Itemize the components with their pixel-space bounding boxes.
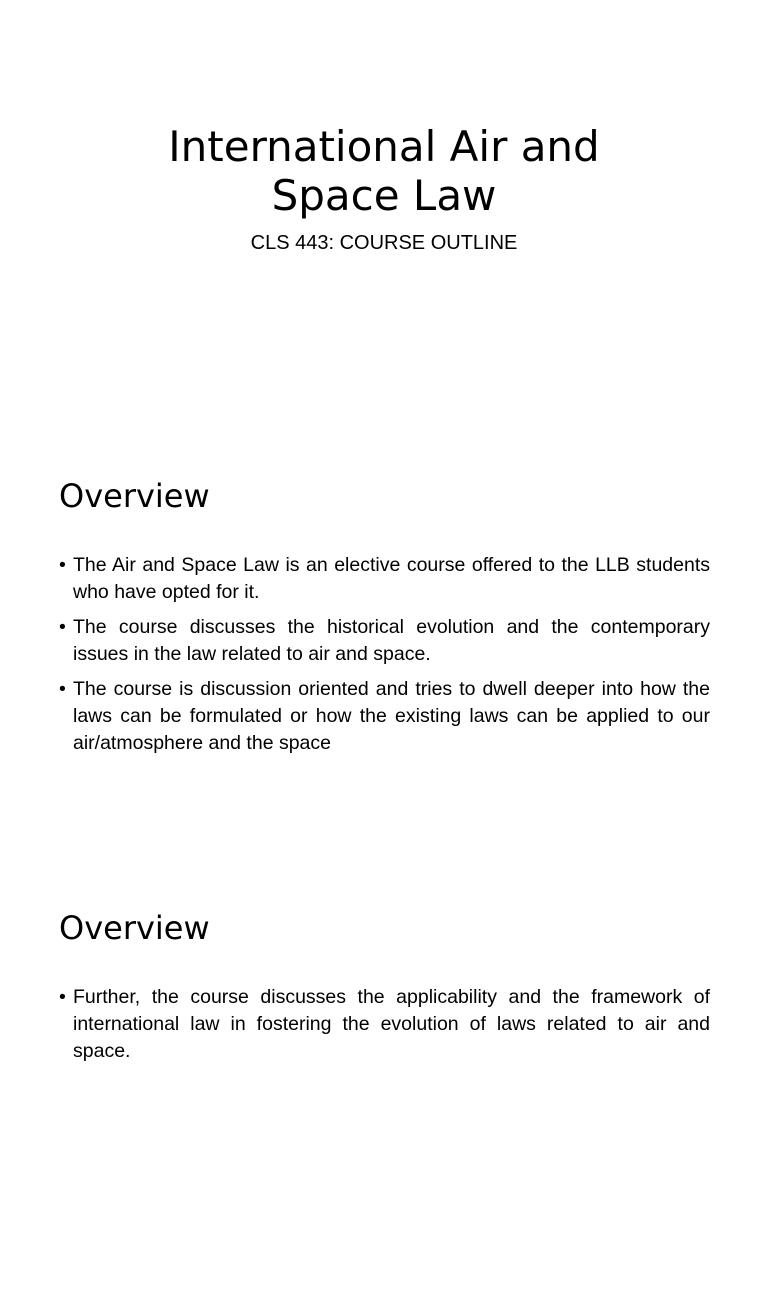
- bullet-item: [59, 552, 710, 606]
- bullet-text: The course is discussion oriented and tries to dwell deeper into how the laws can be formulated or how the existing laws can be applied to our air/atmosphere and the space: [73, 678, 710, 754]
- page-title: [0, 122, 768, 220]
- bullet-list: [59, 984, 710, 1073]
- bullet-item: [59, 614, 710, 668]
- bullet-text: The Air and Space Law is an elective course offered to the LLB students who have opted for it.: [73, 554, 710, 603]
- bullet-text: The course discusses the historical evolution and the contemporary issues in the law related to air and space.: [73, 616, 710, 665]
- title-line-1: International Air and: [168, 122, 600, 171]
- overview-slide-1: [0, 432, 768, 864]
- overview-heading: Overview: [59, 477, 210, 515]
- bullet-icon: •: [59, 616, 66, 638]
- bullet-item: [59, 676, 710, 757]
- overview-heading: Overview: [59, 909, 210, 947]
- bullet-icon: •: [59, 554, 66, 576]
- bullet-icon: •: [59, 986, 66, 1008]
- bullet-item: [59, 984, 710, 1065]
- bullet-text: Further, the course discusses the applicability and the framework of international law in fostering the evolution of laws related to air and space.: [73, 986, 710, 1062]
- title-slide: [0, 0, 768, 432]
- bullet-list: [59, 552, 710, 765]
- overview-slide-2: [0, 864, 768, 1296]
- title-line-2: Space Law: [271, 171, 497, 220]
- subtitle: CLS 443: COURSE OUTLINE: [250, 232, 518, 254]
- bullet-icon: •: [59, 678, 66, 700]
